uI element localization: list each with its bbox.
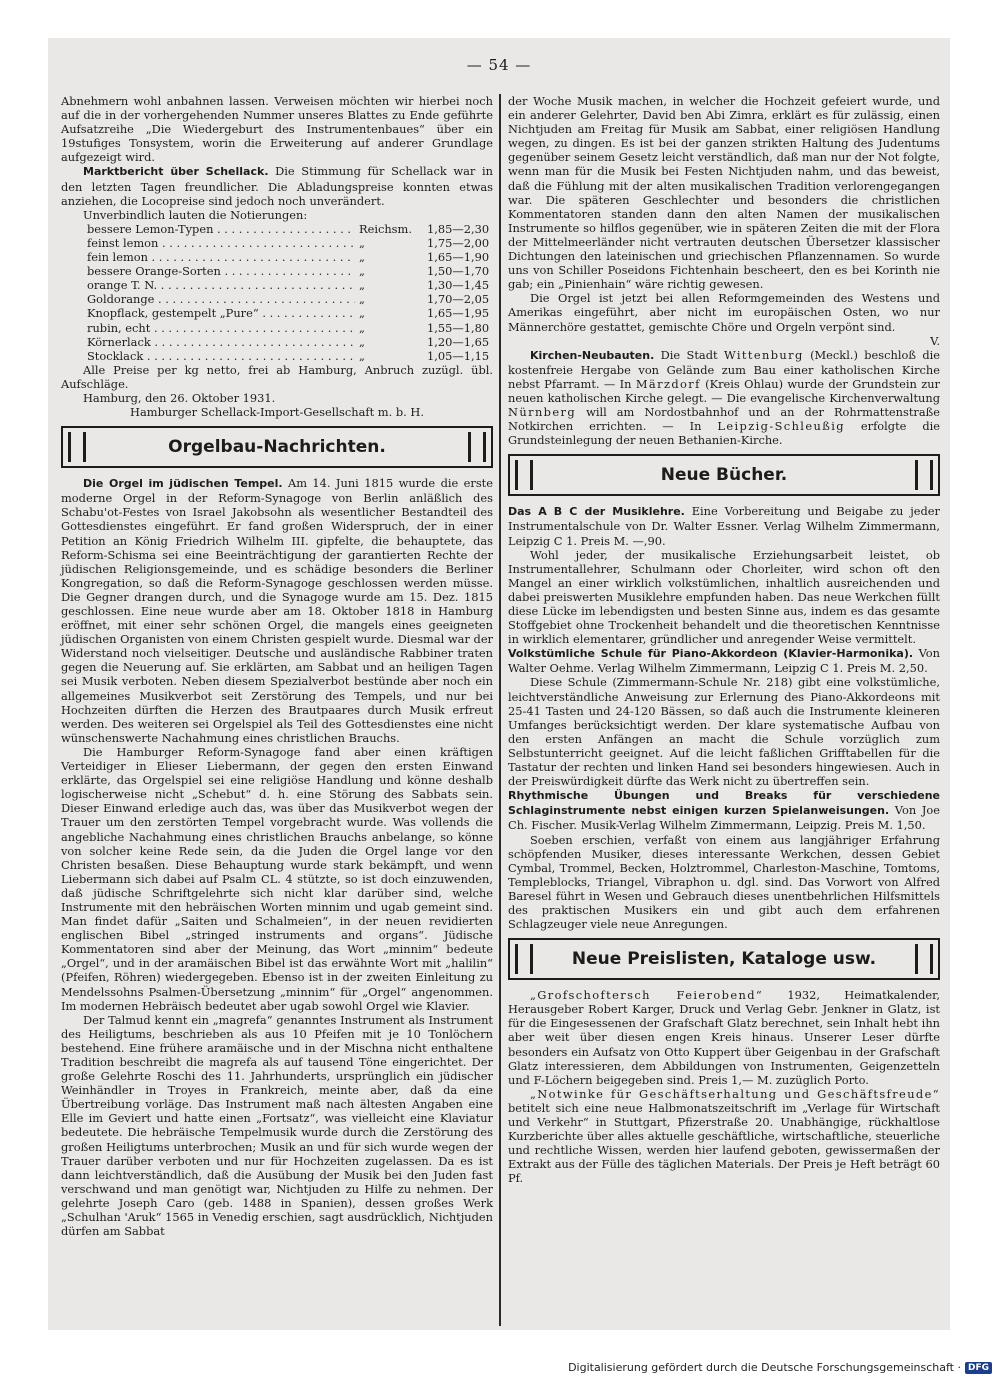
price-item-name: rubin, echt . . . <box>87 321 355 335</box>
left-column <box>61 94 493 1238</box>
price-row <box>87 250 493 264</box>
price-row <box>87 264 493 278</box>
market-text: Die Stimmung für Schellack war in den letzten Tagen freundlicher. Die Abladungspreise konnten etwas anziehen, die Locopreise sind jedoch noch unverändert. <box>61 164 493 208</box>
price-currency: Reichsm. <box>355 222 427 236</box>
price-row <box>87 349 493 363</box>
book-entry-akkordeon <box>508 646 940 675</box>
city-wittenburg: Wittenburg <box>723 347 804 362</box>
price-row <box>87 292 493 306</box>
price-table <box>61 222 493 363</box>
kirchen-text-e: erfolgte die Grundsteinlegung der neuen Bethanien-Kirche. <box>508 419 940 448</box>
city-maerzdorf: Märzdorf <box>635 376 701 391</box>
kirchen-text-a: Die Stadt <box>654 347 724 362</box>
section-heading-text: Neue Bücher. <box>660 465 788 486</box>
price-value: 1,65—1,90 <box>427 250 493 264</box>
orgel-continuation: der Woche Musik machen, in welcher die Hochzeit gefeiert wurde, und ein anderer Gelehrter, David ben Abi Zimra, erklärt es für zulässig, einen Nichtjuden am Freitag für Musik am Sabbat, einer religiösen Handlung wegen, zu dingen. Es ist bei der ganzen strikten Haltung des Judentums gegenüber seinem Gesetz leicht verständlich, daß man nur der Not folgte, wenn man für die Musik bei Festen Nichtjuden nahm, und das beweist, daß die Fühlung mit der alten musikalischen Tradition verlorengegangen war. Die späteren Geschlechter und besonders die christlichen Kommentatoren standen dann den alten Namen der musikalischen Instrumente so hilflos gegenüber, wie in späteren Zeiten die mit der Flora der Mittelmeerländer nicht vertrauten deutschen Übersetzer klassischer Dichtungen den lateinischen und griechischen Pflanzennamen. So wurde uns von Schiller Poseidons Fichtenhain bescheert, den es bei Korinth nie gab; ein „Pinienhain“ wäre richtig gewesen. <box>508 94 940 292</box>
book-title: Volkstümliche Schule für Piano-Akkordeon (Klavier-Harmonika). <box>508 647 914 661</box>
price-row <box>87 321 493 335</box>
price-currency: „ <box>355 306 427 320</box>
credit-text: Digitalisierung gefördert durch die Deutsche Forschungsgemeinschaft · <box>568 1361 961 1374</box>
market-signature: Hamburger Schellack-Import-Gesellschaft m. b. H. <box>130 405 424 420</box>
price-item-name: feinst lemon . . . <box>87 236 355 250</box>
catalog-entry-1 <box>508 988 940 1087</box>
price-item-name: bessere Orange-Sorten . . . <box>87 264 355 278</box>
book-title: Das A B C der Musiklehre. <box>508 505 685 519</box>
book-review: Diese Schule (Zimmermann-Schule Nr. 218) gibt eine volkstümliche, leichtverständliche Anweisung zur Erlernung des Piano-Akkordeons mit 25-41 Tasten und 24-120 Bässen, so daß auch die Instrumente kleineren Umfanges berücksichtigt werden. Der klare systematische Aufbau von den ersten Anfängen an macht die Schule vorzüglich zum Selbstunterricht geeignet. Auf die leicht faßlichen Grifftabellen für die Tastatur der rechten und linken Hand sei besonders hingewiesen. Auch in der Preiswürdigkeit dürfte das Werk nicht zu übertreffen sein. <box>508 675 940 789</box>
right-column <box>508 94 940 1185</box>
digitization-credit <box>568 1361 992 1374</box>
city-nuernberg: Nürnberg <box>508 405 577 420</box>
orgel-keyword: Die Orgel im jüdischen Tempel. <box>83 477 283 491</box>
price-value: 1,75—2,00 <box>427 236 493 250</box>
price-value: 1,65—1,95 <box>427 306 493 320</box>
column-divider <box>499 94 501 1326</box>
book-entry-rhythmische <box>508 788 940 832</box>
market-report <box>61 164 493 207</box>
price-currency: „ <box>355 335 427 349</box>
price-value: 1,20—1,65 <box>427 335 493 349</box>
price-currency: „ <box>355 236 427 250</box>
author-initial: V. <box>930 333 940 348</box>
market-date: Hamburg, den 26. Oktober 1931. <box>83 390 276 405</box>
city-leipzig: Leipzig-Schleußig <box>717 419 845 434</box>
price-value: 1,85—2,30 <box>427 222 493 236</box>
price-item-name: Körnerlack . . . <box>87 335 355 349</box>
orgel-paragraph-2: Die Hamburger Reform-Synagoge fand aber einen kräftigen Verteidiger in Elieser Liebermann, der gegen den ersten Einwand erklärte, das Orgelspiel sei eine religiöse Handlung und könne deshalb logischerweise nicht „Schebut“ d. h. eine Störung des Sabbats sein. Dieser Einwand erledige auch das, was über das Musikverbot wegen der Trauer um den zerstörten Tempel vorgebracht wurde. Was vollends die angebliche Nachahmung eines christlichen Brauchs anbelange, so könne von solcher keine Rede sein, da die Juden die Orgel lange vor den Christen besaßen. Diese Behauptung wurde stark bekämpft, und wenn Liebermann sich dabei auf Psalm CL. 4 stützte, so ist doch einzuwenden, daß jüdische Schriftgelehrte sich nicht klar darüber sind, welche Instrumente mit den hebräischen Worten minnim und ugab gemeint sind. Man findet dafür „Saiten und Schalmeien“, in der neuen revidierten englischen Bibel „stringed instruments and organs“. Jüdische Kommentatoren sind aber der Meinung, das Wort „minnim“ bedeute „Orgel“, und in der aramäischen Bibel ist das erwähnte Wort mit „halilin“ (Pfeifen, Röhren) wiedergegeben. Ebenso ist in der zweiten Einleitung zu Mendelssohns Psalmen-Übersetzung „minnim“ für „Orgel“ angenommen. Im modernen Hebräisch bedeutet aber ugab sowohl Orgel wie Klavier. <box>61 744 493 1013</box>
orgel-paragraph-3: Der Talmud kennt ein „magrefa“ genanntes Instrument als Instrument des Heiligtums, beschrieben als aus 10 Pfeifen mit je 10 Tonlöchern bestehend. Eine frühere aramäische und in der Mischna nicht enthaltene Tradition beschreibt die magrefa als auf tausend Töne eingerichtet. Der große Gelehrte Roschi des 11. Jahrhunderts, ursprünglich ein jüdischer Weinhändler in Troyes in Frankreich, meinte aber, daß da eine Übertreibung vorläge. Das Instrument maß nach ältesten Angaben eine Elle im Geviert und hatte einen „Fortsatz“, was vielleicht eine Klaviatur bedeutete. Die hebräische Tempelmusik wurde durch die Zerstörung des großen Heiligtums unterbrochen; Musik an und für sich wurde wegen der Trauer darüber verboten und nur für Hochzeiten zugelassen. Da es ist dann leichtverständlich, daß die Ausübung der Musik bei den Juden fast verschwand und man genötigt war, Nichtjuden zu Hilfe zu nehmen. Der gelehrte Joseph Caro (geb. 1488 in Spanien), dessen großes Werk „Schulhan 'Aruk“ 1565 in Venedig erschien, sagt ausdrücklich, Nichtjuden dürfen am Sabbat <box>61 1012 493 1239</box>
price-item-name: bessere Lemon-Typen . . . <box>87 222 355 236</box>
price-currency: „ <box>355 292 427 306</box>
price-row <box>87 335 493 349</box>
section-heading-text: Orgelbau-Nachrichten. <box>168 437 386 458</box>
dfg-logo: DFG <box>965 1362 992 1374</box>
catalog-text: betitelt sich eine neue Halbmonatszeitschrift im „Verlage für Wirtschaft und Verkehr“ in Stuttgart, Pfizerstraße 20. Unabhängige, rückhaltlose Kurzberichte über alles aktuelle geschäftliche, wirtschaftliche, steuerliche und rechtliche Wissen, werden hier laufend geboten, gewissermaßen der Extrakt aus der Fülle des täglichen Materials. Der Preis je Heft beträgt 60 Pf. <box>508 1100 940 1186</box>
section-heading-buecher <box>508 454 940 496</box>
orgel-continuation-2: Die Orgel ist jetzt bei allen Reformgemeinden des Westens und Amerikas eingeführt, aber nicht im europäischen Osten, wo nur Männerchöre gestattet, gemischte Chöre und Orgeln verpönt sind. <box>508 291 940 334</box>
price-currency: „ <box>355 278 427 292</box>
kirchen-keyword: Kirchen-Neubauten. <box>530 348 655 362</box>
section-heading-text: Neue Preislisten, Kataloge usw. <box>571 949 877 970</box>
kirchen-text-c: (Kreis Ohlau) wurde der Grundstein zur neuen katholischen Kirche gelegt. — Die evangelische Kirchenverwaltung <box>508 376 940 405</box>
book-review: Wohl jeder, der musikalische Erziehungsarbeit leistet, ob Instrumentallehrer, Schulmann oder Chorleiter, wird schon oft den Mangel an einer wirklich volkstümlichen, inhaltlich ausreichenden und dabei preiswerten Musiklehre empfunden haben. Das neue Werkchen füllt diese Lücke im lebendigsten und besten Sinne aus, indem es das gesamte Stoffgebiet ohne Trockenheit behandelt und die theoretischen Kenntnisse in wirklich elementarer, gründlicher und anregender Weise vermittelt. <box>508 547 940 647</box>
price-value: 1,55—1,80 <box>427 321 493 335</box>
catalog-entry-2 <box>508 1087 940 1186</box>
newspaper-page <box>48 38 950 1330</box>
catalog-title: „Grofschoftersch Feierobend“ <box>530 988 764 1003</box>
price-currency: „ <box>355 349 427 363</box>
intro-paragraph: Abnehmern wohl anbahnen lassen. Verweisen möchten wir hierbei noch auf die in der vorhergehenden Nummer unseres Blattes zu Ende geführte Aufsatzreihe „Die Wiedergeburt des Instrumentenbaues“ über ein 19stufiges Tonsystem, worin die Erweiterung auf anderer Grundlage aufgezeigt wird. <box>61 94 493 165</box>
orgel-article <box>61 476 493 745</box>
book-details: Von Walter Oehme. Verlag Wilhelm Zimmermann, Leipzig C 1. Preis M. 2,50. <box>508 646 940 676</box>
section-heading-orgelbau <box>61 426 493 468</box>
section-heading-preislisten <box>508 938 940 980</box>
price-value: 1,50—1,70 <box>427 264 493 278</box>
book-details: Eine Vorbereitung und Beigabe zu jeder Instrumentalschule von Dr. Walter Essner. Verlag Wilhelm Zimmermann, Leipzig C 1. Preis M. —,90. <box>508 504 940 548</box>
price-row <box>87 278 493 292</box>
kirchen-text-d: will am Nordostbahnhof und an der Rohrmattenstraße Notkirchen errichten. — In <box>508 405 940 434</box>
price-item-name: Stocklack . . . <box>87 349 355 363</box>
book-entry-abc <box>508 504 940 547</box>
book-title: Rhythmische Übungen und Breaks für verschiedene Schlaginstrumente nebst einigen kurzen Spielanweisungen. <box>508 789 940 818</box>
kirchen-neubauten <box>508 348 940 448</box>
price-value: 1,70—2,05 <box>427 292 493 306</box>
kirchen-text-b: (Meckl.) beschloß die kostenfreie Hergabe von Gelände zum Bau einer katholischen Kirche nebst Pfarramt. — In <box>508 347 941 391</box>
market-keyword: Marktbericht über Schellack. <box>83 165 269 179</box>
catalog-text: 1932, Heimatkalender, Herausgeber Robert Karger, Druck und Verlag Gebr. Jenkner in Glatz, ist für die Eingesessenen der Grafschaft Glatz berechnet, sein Inhalt hebt ihn aber weit über diesen engen Kreis hinaus. Unserer Leser dürfte besonders ein Aufsatz von Otto Kuppert über Geigenbau in der Grafschaft Glatz interessieren, dem Abbildungen von Instrumenten, Geigenzetteln und F-Löchern beigegeben sind. Preis 1,— M. zuzüglich Porto. <box>508 988 940 1087</box>
price-row <box>87 236 493 250</box>
price-row <box>87 222 493 236</box>
price-item-name: Knopflack, gestempelt „Pure“ . . . <box>87 306 355 320</box>
book-details: Von Joe Ch. Fischer. Musik-Verlag Wilhelm Zimmermann, Leipzig. Preis M. 1,50. <box>508 803 940 833</box>
price-currency: „ <box>355 321 427 335</box>
page-number: — 54 — <box>466 56 532 74</box>
market-note: Alle Preise per kg netto, frei ab Hamburg, Anbruch zuzügl. übl. Aufschläge. <box>61 362 493 391</box>
market-intro: Unverbindlich lauten die Notierungen: <box>83 207 308 222</box>
price-value: 1,30—1,45 <box>427 278 493 292</box>
book-review: Soeben erschien, verfaßt von einem aus langjähriger Erfahrung schöpfenden Musiker, dieses interessante Werkchen, dessen Gebiet Cymbal, Trommel, Becken, Holztrommel, Charleston-Maschine, Tomtoms, Templeblocks, Triangel, Vibraphon u. dgl. sind. Das Vorwort von Alfred Baresel führt in Wesen und Gebrauch dieses unentbehrlichen Hilfsmittels des praktischen Musikers ein und gibt auch dem erfahrenen Schlagzeuger viele neue Anregungen. <box>508 832 940 932</box>
price-row <box>87 306 493 320</box>
price-item-name: fein lemon . . . <box>87 250 355 264</box>
price-currency: „ <box>355 250 427 264</box>
price-currency: „ <box>355 264 427 278</box>
price-value: 1,05—1,15 <box>427 349 493 363</box>
price-item-name: Goldorange . . . <box>87 292 355 306</box>
orgel-text: Am 14. Juni 1815 wurde die erste moderne Orgel in der Reform-Synagoge von Berlin anläßlich des Schabu'ot-Festes von Israel Jakobsohn als wesentlicher Bestandteil des Gottesdienstes eingeführt. Er fand großen Widerspruch, der in einer Petition an König Friedrich Wilhelm III. gipfelte, die behauptete, das Reform-Schisma sei eine Beeinträchtigung der garantierten Rechte der jüdischen Religionsgemeinde, und es schädige besonders die Berliner Kongregation, so daß die Reform-Synagoge geschlossen werden müsse. Die Gegner drangen durch, und die Synagoge wurde am 15. Dez. 1815 geschlossen. Eine neue wurde aber am 18. Oktober 1818 in Hamburg eröffnet, mit einer sehr schönen Orgel, die mangels eines geeigneten jüdischen Organisten von einem Christen gespielt wurde. Diesmal war der Widerstand noch vielseitiger. Deutsche und ausländische Rabbiner traten gegen die Neuerung auf. Sie erklärten, am Sabbat und an heiligen Tagen sei Musik verboten. Neben diesem Spezialverbot bestünde aber noch ein allgemeines Musikverbot seit Zerstörung des Tempels, und nur bei Hochzeiten dürften die Herzen des Brautpaares durch Musik erfreut werden. Des weiteren sei Orgelspiel als Teil des Gottesdienstes eine nicht wünschenswerte Nachahmung eines christlichen Brauchs. <box>61 476 493 745</box>
catalog-title: „Notwinke für Geschäftserhaltung und Geschäftsfreude“ <box>530 1086 940 1101</box>
price-item-name: orange T. N. . . . <box>87 278 355 292</box>
